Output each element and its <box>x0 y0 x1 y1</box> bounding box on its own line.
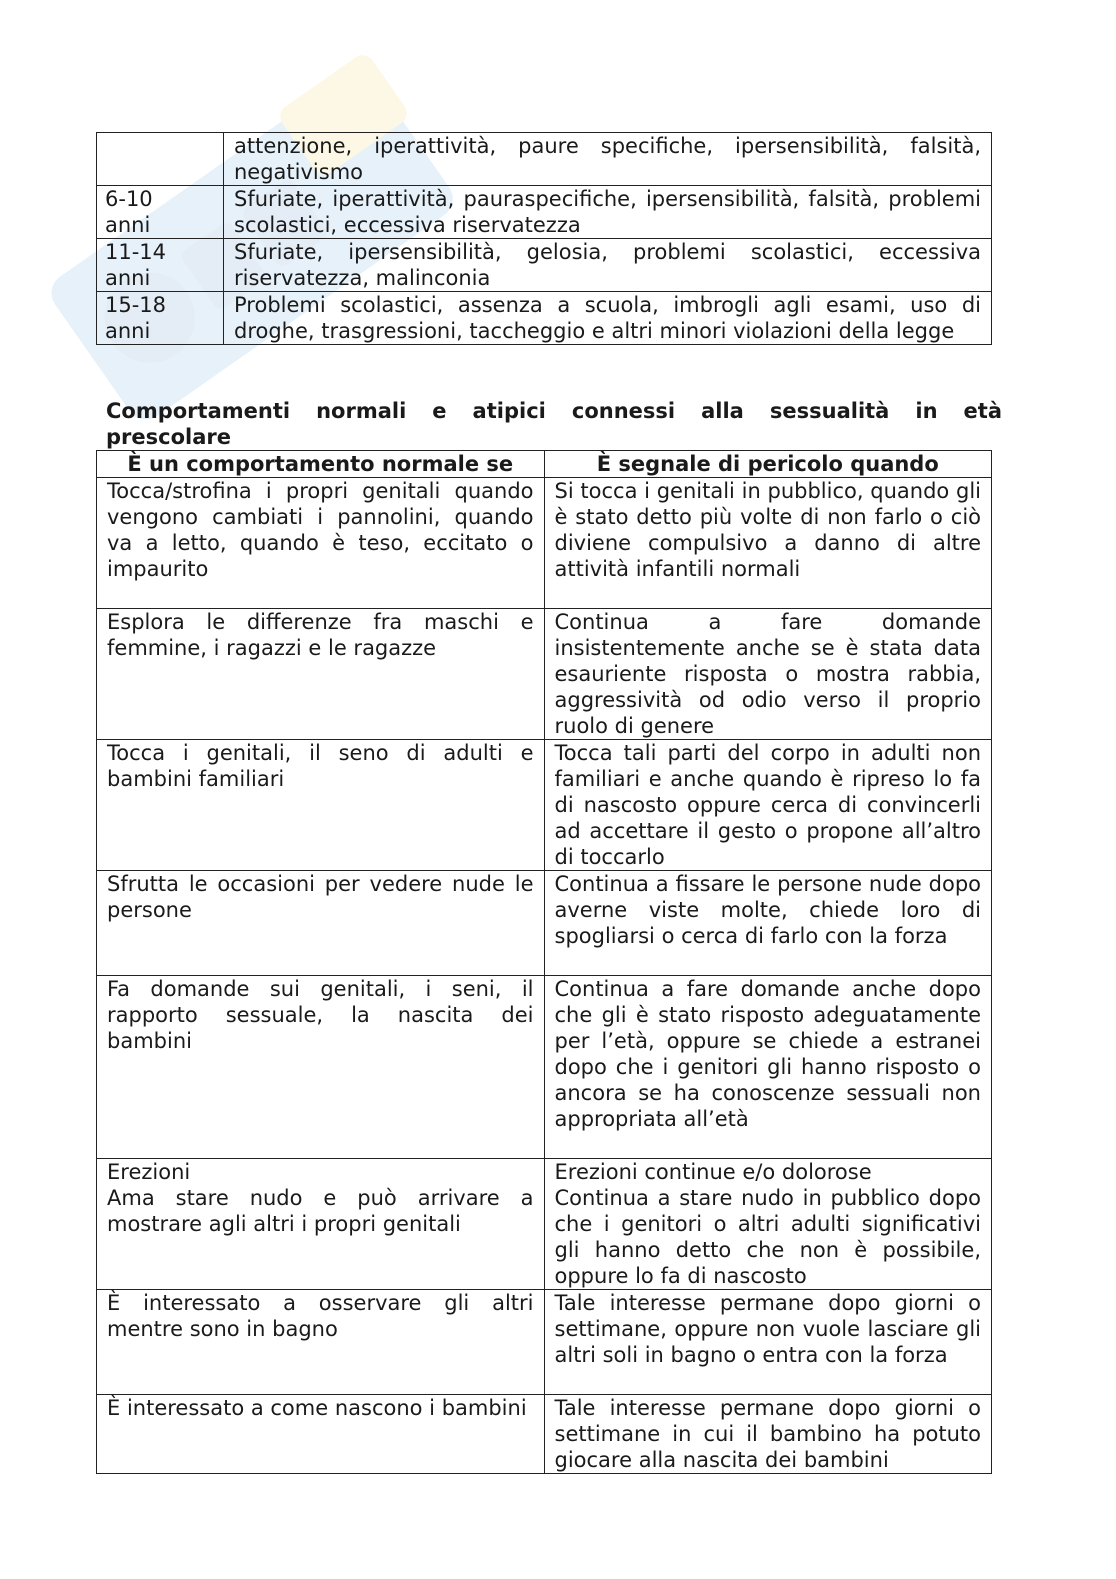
normal-behavior-text: Erezioni <box>107 1160 191 1184</box>
danger-signal-text: Continua a fare domande insistentemente anche se è stata data esauriente risposta o mostra rabbia, aggressività od odio verso il proprio ruolo di genere <box>554 610 981 738</box>
age-range-number: 6-10 <box>105 187 153 211</box>
danger-signal-text: Tale interesse permane dopo giorni o settimane in cui il bambino ha potuto giocare alla nascita dei bambini <box>554 1396 981 1472</box>
normal-behavior-cell <box>97 478 545 609</box>
danger-signal-cell <box>544 478 992 609</box>
normal-behavior-cell <box>97 871 545 976</box>
normal-behavior-cell <box>97 740 545 871</box>
danger-signal-text: Si tocca i genitali in pubblico, quando gli è stato detto più volte di non farlo o ciò diviene compulsivo a danno di altre attività infantili normali <box>554 479 981 581</box>
table-row <box>97 1290 992 1395</box>
age-range-cell <box>97 239 224 292</box>
danger-signal-cell <box>544 740 992 871</box>
normal-behavior-text: Tocca i genitali, il seno di adulti e bambini familiari <box>107 741 534 791</box>
danger-signal-text: Continua a fissare le persone nude dopo averne viste molte, chiede loro di spogliarsi o cerca di farlo con la forza <box>554 872 981 948</box>
age-range-number: 15-18 <box>105 293 167 317</box>
normal-behavior-text: Esplora le differenze fra maschi e femmine, i ragazzi e le ragazze <box>107 610 534 660</box>
age-range-unit: anni <box>105 319 151 343</box>
normal-behavior-cell <box>97 1290 545 1395</box>
normal-behavior-cell <box>97 1395 545 1474</box>
age-range-unit: anni <box>105 213 151 237</box>
section-title: Comportamenti normali e atipici connessi alla sessualità in età prescolare <box>106 399 1002 449</box>
age-behaviors-cell: Sfuriate, iperattività, pauraspecifiche, ipersensibilità, falsità, problemi scolastici, eccessiva riservatezza <box>224 186 992 239</box>
age-range-cell <box>97 133 224 186</box>
age-range-unit: anni <box>105 266 151 290</box>
danger-signal-cell <box>544 976 992 1159</box>
age-behaviors-cell: Problemi scolastici, assenza a scuola, imbrogli agli esami, uso di droghe, trasgressioni, taccheggio e altri minori violazioni della legge <box>224 292 992 345</box>
header-danger: È segnale di pericolo quando <box>544 451 992 478</box>
table-row <box>97 186 992 239</box>
normal-behavior-text: Sfrutta le occasioni per vedere nude le persone <box>107 872 534 922</box>
table-row <box>97 133 992 186</box>
normal-behavior-text: Fa domande sui genitali, i seni, il rapporto sessuale, la nascita dei bambini <box>107 977 534 1053</box>
age-range-cell <box>97 292 224 345</box>
age-behavior-table <box>96 132 992 345</box>
danger-signal-cell <box>544 1290 992 1395</box>
table-row <box>97 976 992 1159</box>
danger-signal-cell <box>544 1395 992 1474</box>
table-row <box>97 609 992 740</box>
table-row <box>97 292 992 345</box>
table-row <box>97 239 992 292</box>
table-row <box>97 740 992 871</box>
danger-signal-cell <box>544 871 992 976</box>
danger-signal-text: Continua a stare nudo in pubblico dopo che i genitori o altri adulti significativi gli hanno detto che non è possibile, oppure lo fa di nascosto <box>554 1186 981 1288</box>
normal-behavior-text: Tocca/strofina i propri genitali quando vengono cambiati i pannolini, quando va a letto, quando è teso, eccitato o impaurito <box>107 479 534 581</box>
age-range-cell <box>97 186 224 239</box>
table-row <box>97 871 992 976</box>
normal-behavior-text: È interessato a osservare gli altri mentre sono in bagno <box>107 1291 534 1341</box>
table-row <box>97 1159 992 1290</box>
normal-behavior-text: Ama stare nudo e può arrivare a mostrare agli altri i propri genitali <box>107 1186 534 1236</box>
normal-behavior-cell <box>97 1159 545 1290</box>
age-behaviors-cell: attenzione, iperattività, paure specifiche, ipersensibilità, falsità, negativismo <box>224 133 992 186</box>
danger-signal-cell <box>544 1159 992 1290</box>
table-row <box>97 1395 992 1474</box>
normal-behavior-cell <box>97 609 545 740</box>
table-header-row <box>97 451 992 478</box>
age-behaviors-cell: Sfuriate, ipersensibilità, gelosia, problemi scolastici, eccessiva riservatezza, malinconia <box>224 239 992 292</box>
sexual-behavior-table <box>96 450 992 1474</box>
normal-behavior-cell <box>97 976 545 1159</box>
table-row <box>97 478 992 609</box>
danger-signal-text: Tocca tali parti del corpo in adulti non familiari e anche quando è ripreso lo fa di nascosto oppure cerca di convincerli ad accettare il gesto o propone all’altro di toccarlo <box>554 741 981 869</box>
danger-signal-text: Tale interesse permane dopo giorni o settimane, oppure non vuole lasciare gli altri soli in bagno o entra con la forza <box>554 1291 981 1367</box>
header-normal: È un comportamento normale se <box>97 451 545 478</box>
danger-signal-text: Erezioni continue e/o dolorose <box>554 1160 872 1184</box>
danger-signal-text: Continua a fare domande anche dopo che gli è stato risposto adeguatamente per l’età, oppure se chiede a estranei dopo che i genitori gli hanno risposto o ancora se ha conoscenze sessuali non appropriata all’età <box>554 977 981 1131</box>
normal-behavior-text: È interessato a come nascono i bambini <box>107 1396 527 1420</box>
age-range-number: 11-14 <box>105 240 167 264</box>
danger-signal-cell <box>544 609 992 740</box>
